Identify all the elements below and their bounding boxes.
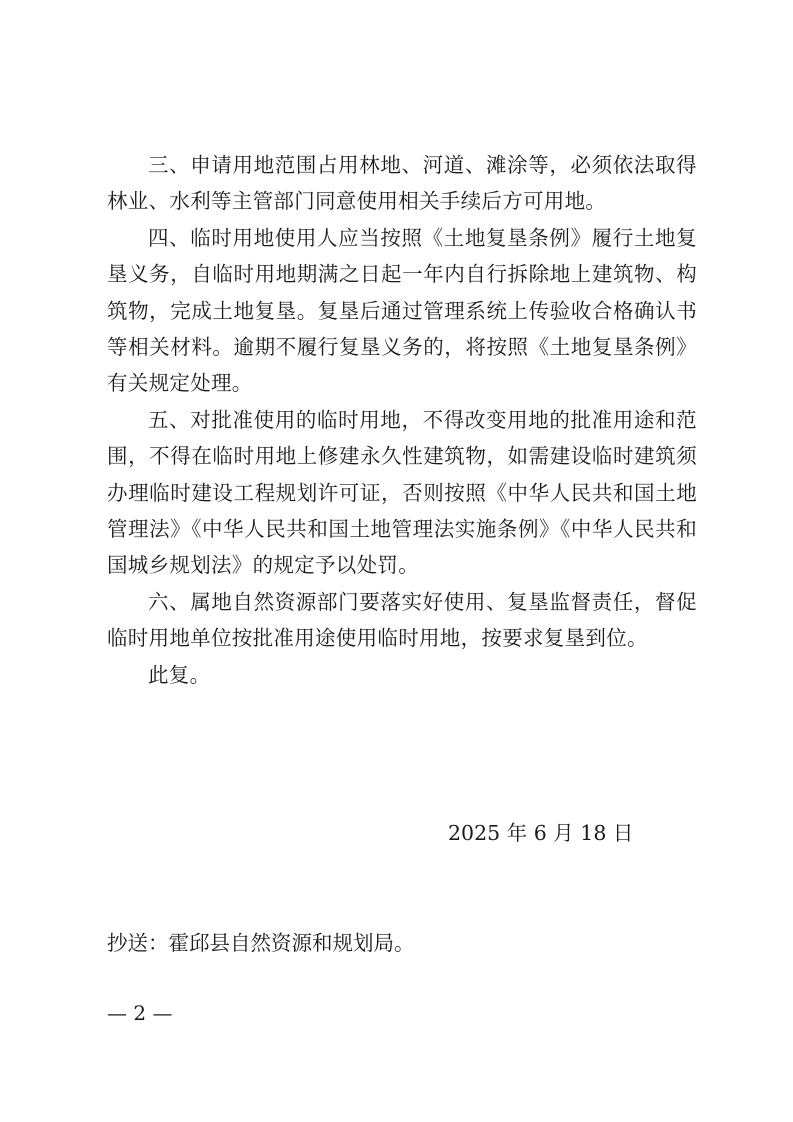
paragraph-3: 三、申请用地范围占用林地、河道、滩涂等，必须依法取得林业、水利等主管部门同意使用相关手续后方可用地。 <box>107 153 697 214</box>
page-number: — 2 — <box>107 1001 173 1025</box>
paragraph-4: 四、临时用地使用人应当按照《土地复垦条例》履行土地复垦义务，自临时用地期满之日起一年内自行拆除地上建筑物、构筑物，完成土地复垦。复垦后通过管理系统上传验收合格确认书等相关材料。逾期不履行复垦义务的，将按照《土地复垦条例》有关规定处理。 <box>107 226 697 396</box>
paragraph-6: 六、属地自然资源部门要落实好使用、复垦监督责任，督促临时用地单位按批准用途使用临时用地，按要求复垦到位。 <box>107 590 697 651</box>
cc-line: 抄送：霍邱县自然资源和规划局。 <box>107 931 415 955</box>
closing-remark: 此复。 <box>148 663 211 687</box>
document-date: 2025 年 6 月 18 日 <box>448 821 634 845</box>
paragraph-5: 五、对批准使用的临时用地，不得改变用地的批准用途和范围，不得在临时用地上修建永久性建筑物，如需建设临时建筑须办理临时建设工程规划许可证，否则按照《中华人民共和国土地管理法》《中华人民共和国土地管理法实施条例》《中华人民共和国城乡规划法》的规定予以处罚。 <box>107 408 697 578</box>
